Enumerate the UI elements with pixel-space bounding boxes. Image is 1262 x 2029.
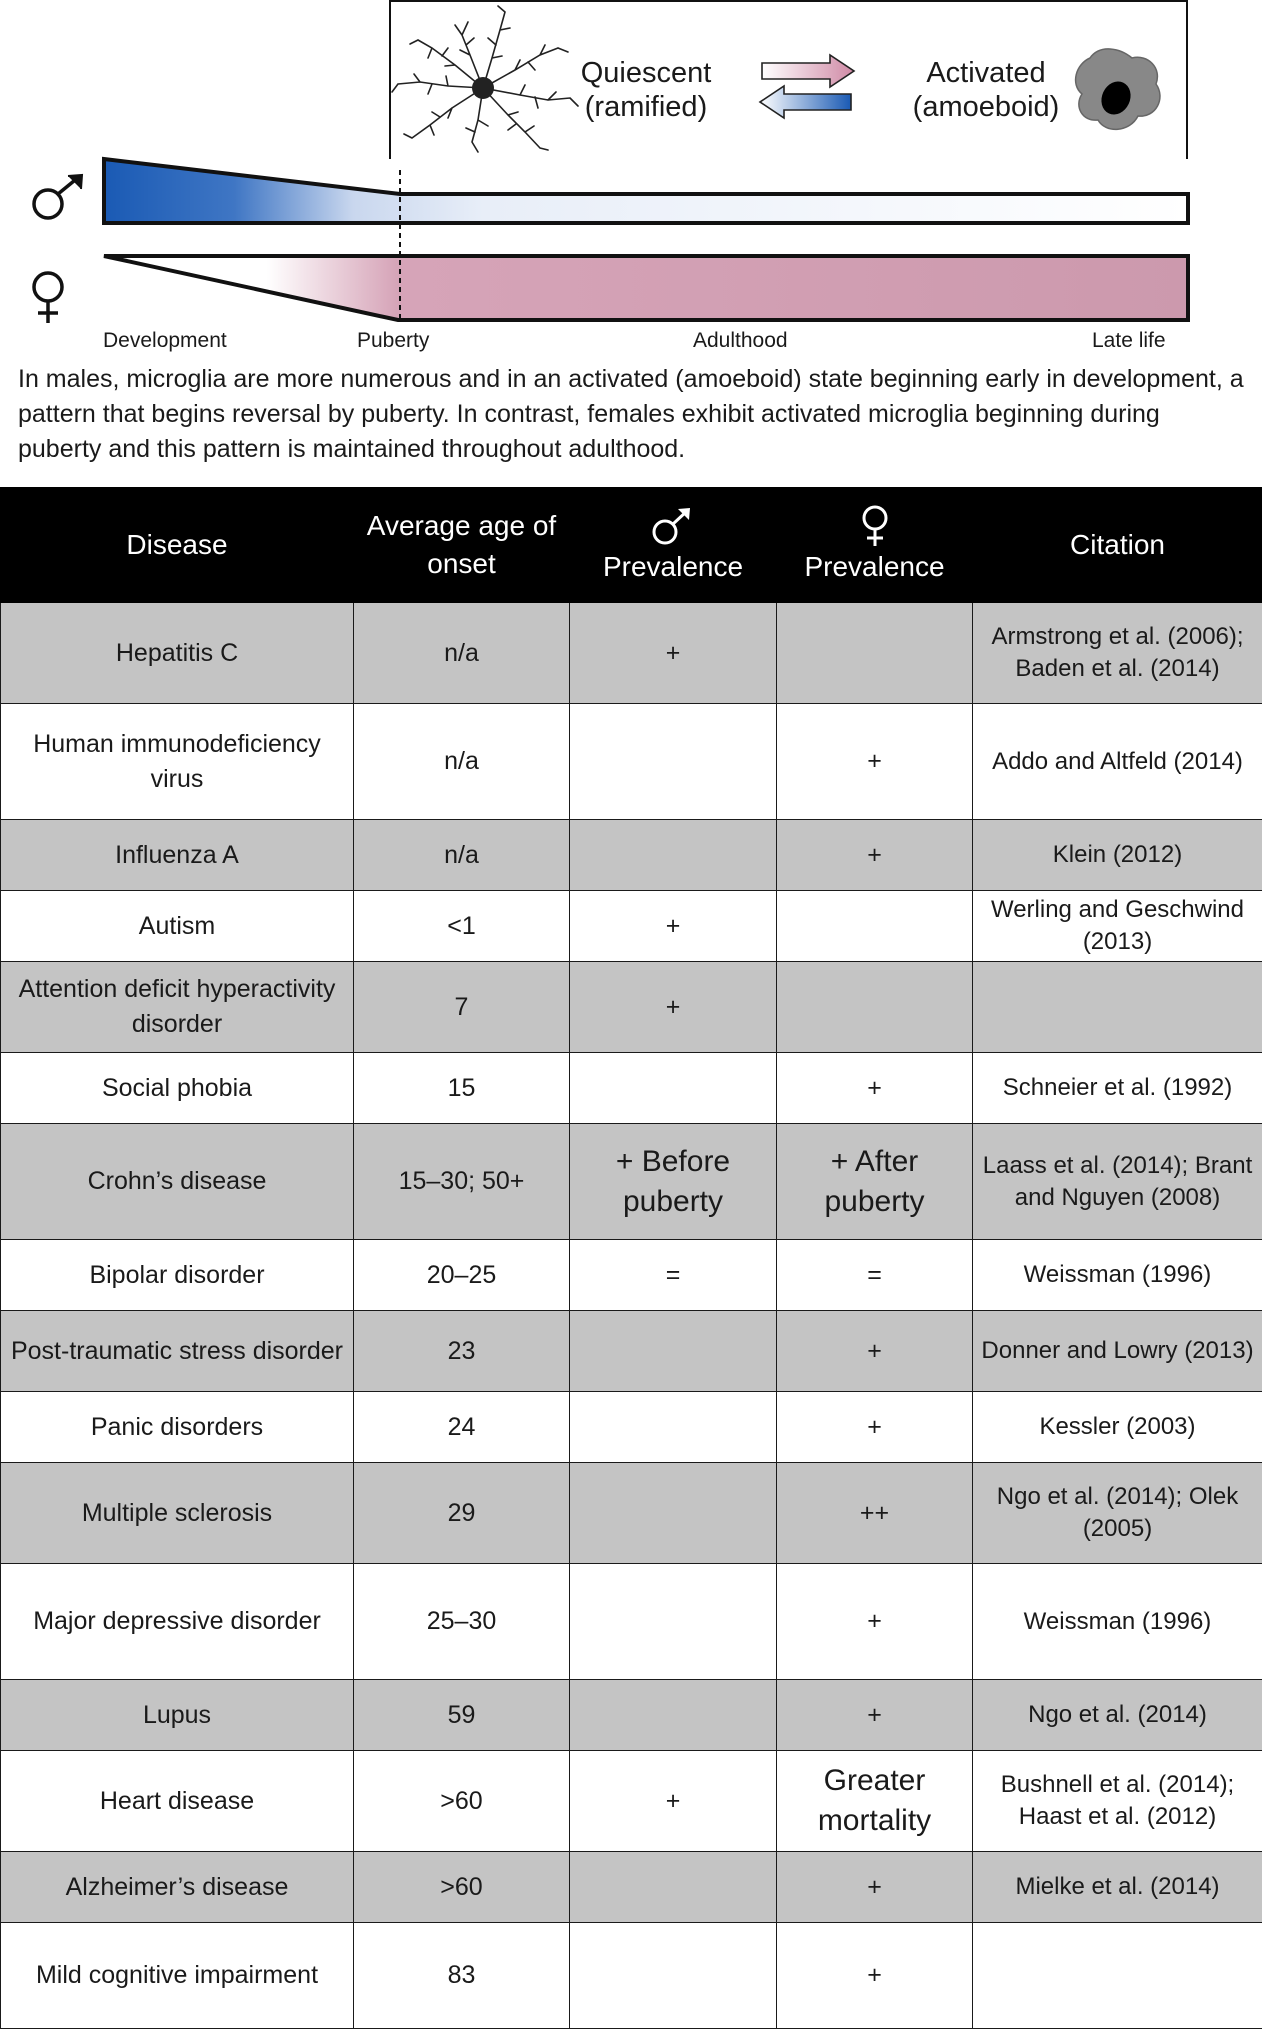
table-row — [1, 1852, 1262, 1923]
citation-cell — [973, 1923, 1262, 2029]
table-header-row — [1, 488, 1262, 603]
onset-cell: 29 — [354, 1463, 570, 1564]
citation-cell: Kessler (2003) — [973, 1392, 1262, 1463]
female-symbol-icon — [34, 273, 62, 323]
onset-cell: >60 — [354, 1751, 570, 1852]
female-prevalence-cell: + — [777, 820, 973, 891]
female-prevalence-cell: + — [777, 1053, 973, 1124]
male-prevalence-cell — [570, 704, 777, 820]
table-row — [1, 1311, 1262, 1392]
citation-cell: Werling and Geschwind (2013) — [973, 891, 1262, 962]
header-citation: Citation — [973, 488, 1262, 603]
disease-cell: Social phobia — [1, 1053, 354, 1124]
stage-puberty: Puberty — [357, 329, 429, 353]
male-prevalence-cell: + — [570, 1751, 777, 1852]
activated-label: Activated (amoeboid) — [906, 56, 1066, 124]
male-prevalence-cell — [570, 1852, 777, 1923]
female-prevalence-cell: + — [777, 1680, 973, 1751]
onset-cell: >60 — [354, 1852, 570, 1923]
header-disease: Disease — [1, 488, 354, 603]
disease-cell: Human immunodeficiency virus — [1, 704, 354, 820]
male-prevalence-cell: = — [570, 1240, 777, 1311]
male-prevalence-cell — [570, 1680, 777, 1751]
table-row — [1, 1564, 1262, 1680]
microglia-soma — [472, 77, 494, 99]
citation-cell: Ngo et al. (2014); Olek (2005) — [973, 1463, 1262, 1564]
male-prevalence-cell — [570, 1463, 777, 1564]
table-row — [1, 820, 1262, 891]
male-prevalence-cell — [570, 1392, 777, 1463]
onset-cell: n/a — [354, 820, 570, 891]
onset-cell: <1 — [354, 891, 570, 962]
table-row — [1, 1124, 1262, 1240]
state-box — [390, 1, 1187, 161]
table-row — [1, 1680, 1262, 1751]
disease-cell: Hepatitis C — [1, 603, 354, 704]
onset-cell: 24 — [354, 1392, 570, 1463]
female-prevalence-cell: + — [777, 704, 973, 820]
female-prevalence-cell: ++ — [777, 1463, 973, 1564]
header-male-prevalence — [570, 488, 777, 603]
male-symbol-icon — [34, 175, 82, 218]
female-prevalence-cell — [777, 962, 973, 1053]
onset-cell: 59 — [354, 1680, 570, 1751]
citation-cell: Laass et al. (2014); Brant and Nguyen (2008) — [973, 1124, 1262, 1240]
male-prevalence-cell — [570, 1311, 777, 1392]
disease-cell: Post-traumatic stress disorder — [1, 1311, 354, 1392]
female-prevalence-cell: Greater mortality — [777, 1751, 973, 1852]
onset-cell: 15–30; 50+ — [354, 1124, 570, 1240]
quiescent-label: Quiescent (ramified) — [576, 56, 716, 124]
table-row — [1, 962, 1262, 1053]
disease-cell: Attention deficit hyperactivity disorder — [1, 962, 354, 1053]
citation-cell: Klein (2012) — [973, 820, 1262, 891]
disease-cell: Alzheimer’s disease — [1, 1852, 354, 1923]
disease-cell: Mild cognitive impairment — [1, 1923, 354, 2029]
onset-cell: n/a — [354, 603, 570, 704]
figure-caption: In males, microglia are more numerous and in an activated (amoeboid) state beginning early in development, a pattern that begins reversal by puberty. In contrast, females exhibit activated microglia beginning during puberty and this pattern is maintained throughout adulthood. — [18, 362, 1248, 467]
table-row — [1, 1053, 1262, 1124]
figure-graphic — [0, 0, 1262, 330]
disease-table — [0, 487, 1262, 2029]
female-prevalence-cell: = — [777, 1240, 973, 1311]
citation-cell: Addo and Altfeld (2014) — [973, 704, 1262, 820]
table-row — [1, 1923, 1262, 2029]
table-row — [1, 891, 1262, 962]
stage-late-life: Late life — [1092, 329, 1166, 353]
female-prevalence-cell: + — [777, 1392, 973, 1463]
citation-cell: Weissman (1996) — [973, 1240, 1262, 1311]
citation-cell — [973, 962, 1262, 1053]
disease-cell: Multiple sclerosis — [1, 1463, 354, 1564]
male-prevalence-cell — [570, 1053, 777, 1124]
citation-cell: Ngo et al. (2014) — [973, 1680, 1262, 1751]
disease-cell: Influenza A — [1, 820, 354, 891]
stage-adulthood: Adulthood — [693, 329, 788, 353]
male-prevalence-cell: + Before puberty — [570, 1124, 777, 1240]
female-prevalence-cell: + — [777, 1852, 973, 1923]
disease-cell: Autism — [1, 891, 354, 962]
female-prevalence-cell: + — [777, 1923, 973, 2029]
female-prevalence-cell: + After puberty — [777, 1124, 973, 1240]
male-symbol-icon — [578, 504, 768, 548]
female-prevalence-label: Prevalence — [804, 551, 944, 582]
disease-cell: Lupus — [1, 1680, 354, 1751]
table-row — [1, 1463, 1262, 1564]
disease-cell: Panic disorders — [1, 1392, 354, 1463]
male-prevalence-cell — [570, 1564, 777, 1680]
onset-cell: 20–25 — [354, 1240, 570, 1311]
onset-cell: n/a — [354, 704, 570, 820]
disease-cell: Bipolar disorder — [1, 1240, 354, 1311]
male-prevalence-cell: + — [570, 603, 777, 704]
male-prevalence-cell: + — [570, 962, 777, 1053]
female-prevalence-cell: + — [777, 1564, 973, 1680]
onset-cell: 15 — [354, 1053, 570, 1124]
citation-cell: Weissman (1996) — [973, 1564, 1262, 1680]
onset-cell: 25–30 — [354, 1564, 570, 1680]
stage-development: Development — [103, 329, 227, 353]
disease-table-wrapper — [0, 487, 1262, 2029]
citation-cell: Bushnell et al. (2014); Haast et al. (2012) — [973, 1751, 1262, 1852]
citation-cell: Armstrong et al. (2006); Baden et al. (2014) — [973, 603, 1262, 704]
citation-cell: Donner and Lowry (2013) — [973, 1311, 1262, 1392]
male-prevalence-cell — [570, 820, 777, 891]
disease-cell: Crohn’s disease — [1, 1124, 354, 1240]
table-row — [1, 1240, 1262, 1311]
male-prevalence-label: Prevalence — [603, 551, 743, 582]
onset-cell: 23 — [354, 1311, 570, 1392]
citation-cell: Schneier et al. (1992) — [973, 1053, 1262, 1124]
microglia-figure — [0, 0, 1262, 490]
female-symbol-icon — [785, 504, 964, 548]
disease-cell: Major depressive disorder — [1, 1564, 354, 1680]
female-activation-bar — [104, 256, 1188, 320]
table-row — [1, 603, 1262, 704]
header-onset: Average age of onset — [354, 488, 570, 603]
table-row — [1, 1392, 1262, 1463]
male-prevalence-cell — [570, 1923, 777, 2029]
citation-cell: Mielke et al. (2014) — [973, 1852, 1262, 1923]
header-female-prevalence — [777, 488, 973, 603]
onset-cell: 7 — [354, 962, 570, 1053]
male-prevalence-cell: + — [570, 891, 777, 962]
female-prevalence-cell: + — [777, 1311, 973, 1392]
disease-cell: Heart disease — [1, 1751, 354, 1852]
onset-cell: 83 — [354, 1923, 570, 2029]
female-prevalence-cell — [777, 603, 973, 704]
table-row — [1, 1751, 1262, 1852]
female-prevalence-cell — [777, 891, 973, 962]
table-row — [1, 704, 1262, 820]
